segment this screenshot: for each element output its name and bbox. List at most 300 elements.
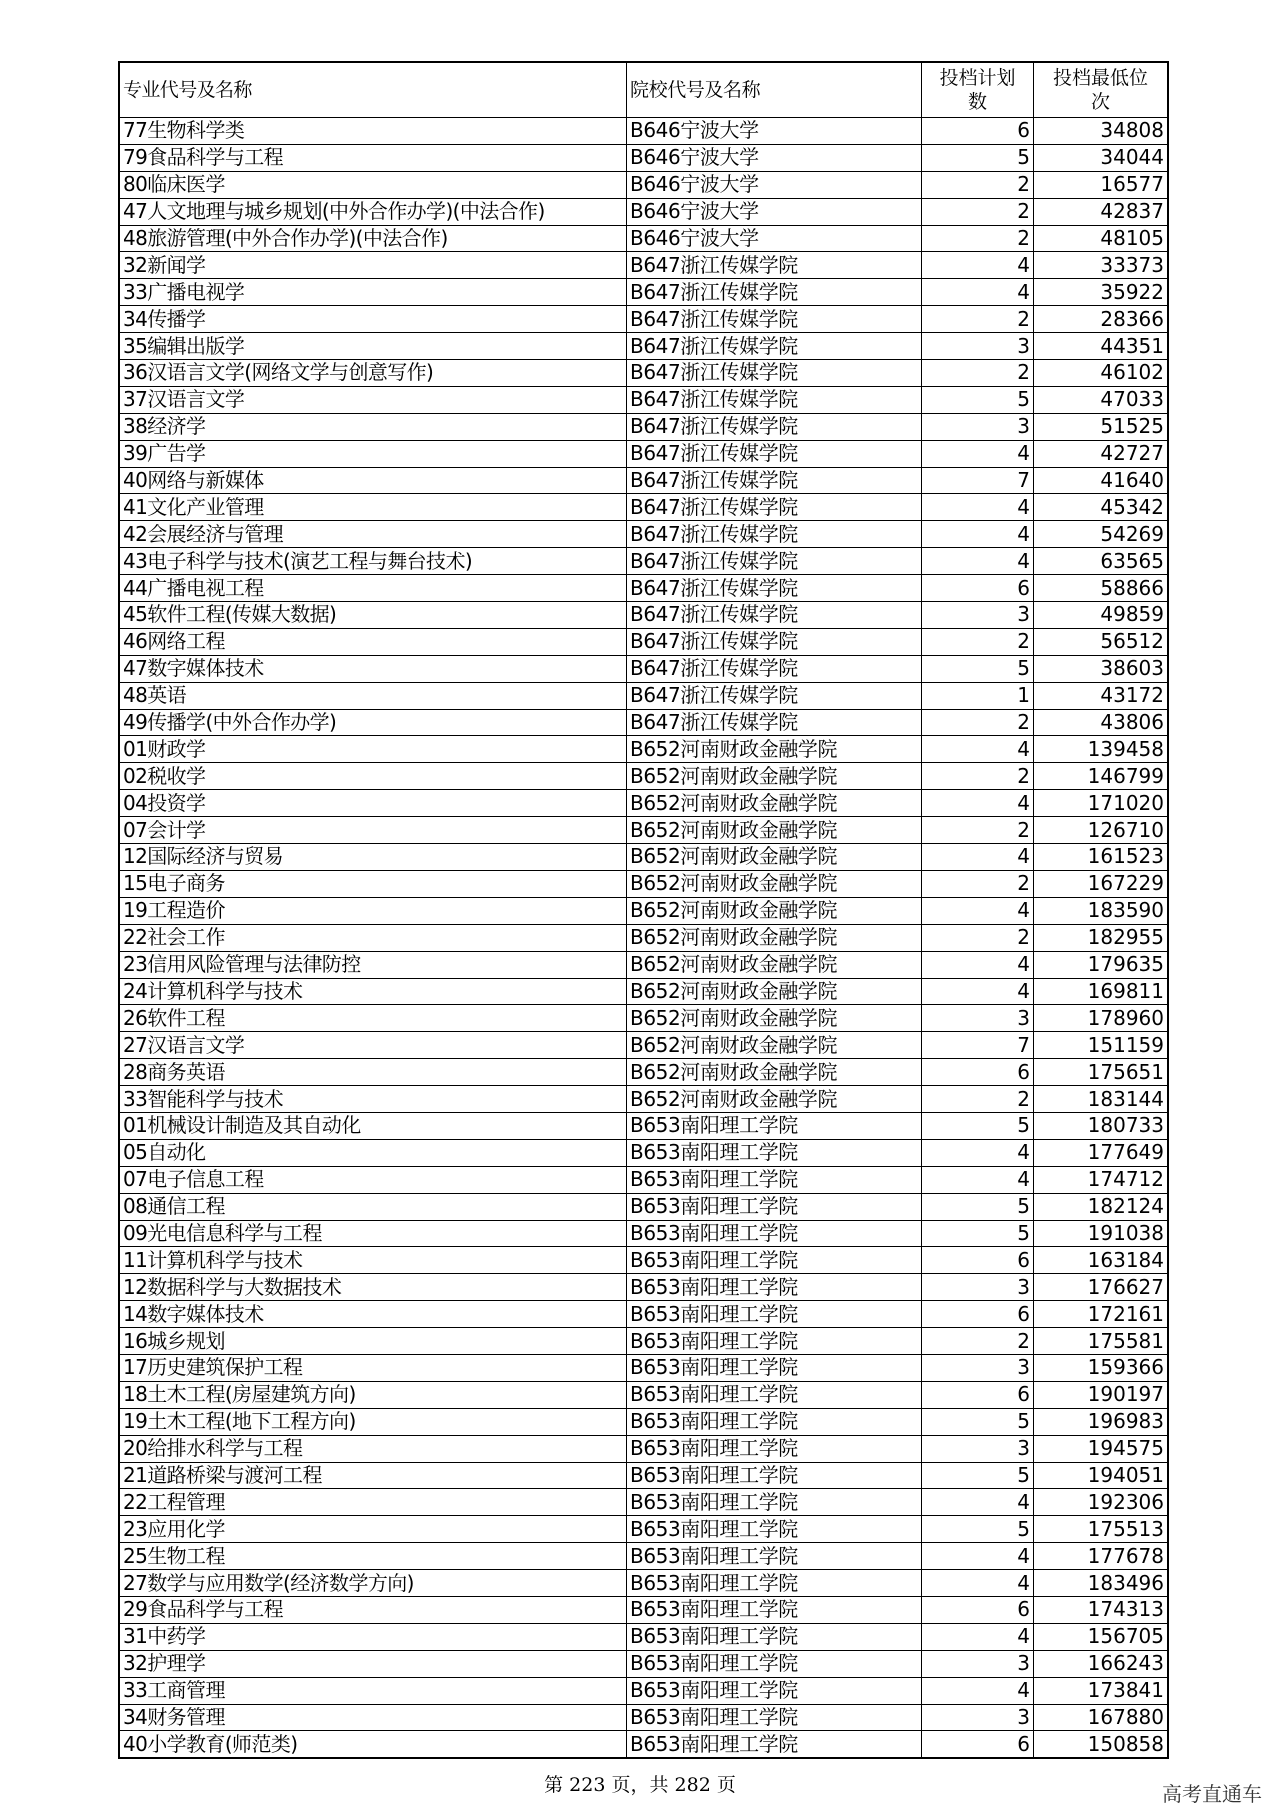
cell-major: 25生物工程: [119, 1543, 627, 1570]
cell-school: B653南阳理工学院: [627, 1623, 922, 1650]
cell-major: 47数字媒体技术: [119, 655, 627, 682]
cell-school: B646宁波大学: [627, 225, 922, 252]
cell-rank: 139458: [1034, 736, 1169, 763]
cell-rank: 190197: [1034, 1381, 1169, 1408]
cell-school: B653南阳理工学院: [627, 1354, 922, 1381]
table-row: [119, 521, 1168, 548]
table-row: [119, 763, 1168, 790]
cell-major: 27汉语言文学: [119, 1032, 627, 1059]
cell-school: B646宁波大学: [627, 171, 922, 198]
cell-major: 14数字媒体技术: [119, 1301, 627, 1328]
cell-school: B653南阳理工学院: [627, 1543, 922, 1570]
table-row: [119, 1354, 1168, 1381]
cell-major: 48英语: [119, 682, 627, 709]
admission-table-container: [118, 61, 1164, 1759]
cell-school: B653南阳理工学院: [627, 1677, 922, 1704]
cell-rank: 126710: [1034, 817, 1169, 844]
cell-major: 35编辑出版学: [119, 333, 627, 360]
cell-school: B653南阳理工学院: [627, 1435, 922, 1462]
table-header-row: [119, 62, 1168, 118]
cell-rank: 47033: [1034, 386, 1169, 413]
cell-school: B652河南财政金融学院: [627, 1086, 922, 1113]
cell-rank: 51525: [1034, 413, 1169, 440]
table-row: [119, 790, 1168, 817]
cell-school: B652河南财政金融学院: [627, 1032, 922, 1059]
cell-major: 29食品科学与工程: [119, 1596, 627, 1623]
cell-school: B652河南财政金融学院: [627, 897, 922, 924]
cell-rank: 183590: [1034, 897, 1169, 924]
cell-school: B647浙江传媒学院: [627, 413, 922, 440]
cell-plan: 6: [922, 118, 1034, 145]
cell-school: B647浙江传媒学院: [627, 494, 922, 521]
cell-major: 79食品科学与工程: [119, 144, 627, 171]
table-row: [119, 1516, 1168, 1543]
header-rank: 投档最低位次: [1034, 62, 1169, 118]
cell-plan: 4: [922, 1623, 1034, 1650]
cell-plan: 6: [922, 1301, 1034, 1328]
cell-rank: 182124: [1034, 1193, 1169, 1220]
header-major: 专业代号及名称: [119, 62, 627, 118]
table-row: [119, 1489, 1168, 1516]
table-row: [119, 602, 1168, 629]
cell-school: B647浙江传媒学院: [627, 682, 922, 709]
table-row: [119, 225, 1168, 252]
cell-rank: 43806: [1034, 709, 1169, 736]
cell-major: 07会计学: [119, 817, 627, 844]
cell-school: B653南阳理工学院: [627, 1166, 922, 1193]
cell-rank: 54269: [1034, 521, 1169, 548]
cell-major: 31中药学: [119, 1623, 627, 1650]
cell-rank: 174313: [1034, 1596, 1169, 1623]
cell-school: B647浙江传媒学院: [627, 521, 922, 548]
cell-major: 40小学教育(师范类): [119, 1731, 627, 1758]
cell-plan: 3: [922, 1354, 1034, 1381]
cell-plan: 2: [922, 360, 1034, 387]
table-row: [119, 736, 1168, 763]
cell-rank: 41640: [1034, 467, 1169, 494]
cell-major: 15电子商务: [119, 870, 627, 897]
cell-plan: 4: [922, 1166, 1034, 1193]
table-row: [119, 924, 1168, 951]
cell-school: B652河南财政金融学院: [627, 1059, 922, 1086]
cell-school: B653南阳理工学院: [627, 1220, 922, 1247]
cell-school: B652河南财政金融学院: [627, 763, 922, 790]
cell-plan: 3: [922, 1704, 1034, 1731]
cell-plan: 4: [922, 736, 1034, 763]
table-row: [119, 951, 1168, 978]
table-body: [119, 118, 1168, 1759]
cell-rank: 48105: [1034, 225, 1169, 252]
cell-major: 37汉语言文学: [119, 386, 627, 413]
cell-plan: 6: [922, 1059, 1034, 1086]
cell-rank: 175581: [1034, 1328, 1169, 1355]
cell-plan: 3: [922, 1650, 1034, 1677]
table-row: [119, 1139, 1168, 1166]
cell-plan: 3: [922, 1274, 1034, 1301]
cell-school: B652河南财政金融学院: [627, 736, 922, 763]
cell-major: 47人文地理与城乡规划(中外合作办学)(中法合作): [119, 198, 627, 225]
cell-school: B647浙江传媒学院: [627, 306, 922, 333]
cell-plan: 2: [922, 306, 1034, 333]
cell-major: 49传播学(中外合作办学): [119, 709, 627, 736]
table-row: [119, 118, 1168, 145]
table-row: [119, 306, 1168, 333]
cell-plan: 6: [922, 1596, 1034, 1623]
cell-plan: 5: [922, 1220, 1034, 1247]
cell-rank: 34044: [1034, 144, 1169, 171]
cell-school: B647浙江传媒学院: [627, 440, 922, 467]
cell-rank: 172161: [1034, 1301, 1169, 1328]
cell-rank: 45342: [1034, 494, 1169, 521]
cell-school: B646宁波大学: [627, 118, 922, 145]
cell-school: B647浙江传媒学院: [627, 575, 922, 602]
cell-rank: 166243: [1034, 1650, 1169, 1677]
cell-rank: 49859: [1034, 602, 1169, 629]
table-row: [119, 1623, 1168, 1650]
table-row: [119, 386, 1168, 413]
cell-rank: 196983: [1034, 1408, 1169, 1435]
cell-major: 17历史建筑保护工程: [119, 1354, 627, 1381]
cell-plan: 4: [922, 494, 1034, 521]
cell-plan: 5: [922, 1408, 1034, 1435]
cell-plan: 4: [922, 897, 1034, 924]
table-row: [119, 1274, 1168, 1301]
cell-plan: 5: [922, 1462, 1034, 1489]
cell-rank: 179635: [1034, 951, 1169, 978]
table-row: [119, 1193, 1168, 1220]
cell-school: B653南阳理工学院: [627, 1704, 922, 1731]
cell-major: 33工商管理: [119, 1677, 627, 1704]
cell-school: B653南阳理工学院: [627, 1247, 922, 1274]
cell-rank: 161523: [1034, 844, 1169, 871]
cell-school: B647浙江传媒学院: [627, 386, 922, 413]
cell-plan: 2: [922, 1086, 1034, 1113]
cell-major: 41文化产业管理: [119, 494, 627, 521]
cell-plan: 4: [922, 951, 1034, 978]
cell-major: 07电子信息工程: [119, 1166, 627, 1193]
cell-plan: 4: [922, 1139, 1034, 1166]
cell-major: 33广播电视学: [119, 279, 627, 306]
cell-school: B653南阳理工学院: [627, 1193, 922, 1220]
cell-major: 48旅游管理(中外合作办学)(中法合作): [119, 225, 627, 252]
cell-rank: 150858: [1034, 1731, 1169, 1758]
table-row: [119, 1677, 1168, 1704]
cell-major: 36汉语言文学(网络文学与创意写作): [119, 360, 627, 387]
cell-school: B652河南财政金融学院: [627, 817, 922, 844]
table-row: [119, 1328, 1168, 1355]
cell-major: 23信用风险管理与法律防控: [119, 951, 627, 978]
table-row: [119, 548, 1168, 575]
cell-rank: 46102: [1034, 360, 1169, 387]
page-footer: 第 223 页，共 282 页: [544, 1774, 736, 1796]
cell-rank: 182955: [1034, 924, 1169, 951]
cell-plan: 4: [922, 978, 1034, 1005]
cell-plan: 4: [922, 1489, 1034, 1516]
cell-major: 11计算机科学与技术: [119, 1247, 627, 1274]
cell-plan: 3: [922, 1435, 1034, 1462]
cell-rank: 42727: [1034, 440, 1169, 467]
cell-rank: 167880: [1034, 1704, 1169, 1731]
cell-plan: 2: [922, 709, 1034, 736]
table-row: [119, 897, 1168, 924]
cell-school: B653南阳理工学院: [627, 1462, 922, 1489]
cell-rank: 63565: [1034, 548, 1169, 575]
cell-plan: 3: [922, 602, 1034, 629]
header-school: 院校代号及名称: [627, 62, 922, 118]
table-row: [119, 575, 1168, 602]
cell-major: 39广告学: [119, 440, 627, 467]
cell-school: B647浙江传媒学院: [627, 628, 922, 655]
cell-major: 18土木工程(房屋建筑方向): [119, 1381, 627, 1408]
table-row: [119, 1381, 1168, 1408]
cell-rank: 16577: [1034, 171, 1169, 198]
cell-rank: 175651: [1034, 1059, 1169, 1086]
table-row: [119, 1570, 1168, 1597]
cell-rank: 173841: [1034, 1677, 1169, 1704]
cell-plan: 2: [922, 171, 1034, 198]
cell-plan: 4: [922, 548, 1034, 575]
cell-rank: 56512: [1034, 628, 1169, 655]
cell-rank: 178960: [1034, 1005, 1169, 1032]
header-plan: 投档计划数: [922, 62, 1034, 118]
cell-major: 12国际经济与贸易: [119, 844, 627, 871]
cell-rank: 156705: [1034, 1623, 1169, 1650]
watermark-text: 高考直通车: [1162, 1782, 1262, 1806]
cell-plan: 5: [922, 144, 1034, 171]
table-row: [119, 333, 1168, 360]
cell-school: B647浙江传媒学院: [627, 360, 922, 387]
cell-rank: 33373: [1034, 252, 1169, 279]
cell-plan: 7: [922, 1032, 1034, 1059]
cell-major: 21道路桥梁与渡河工程: [119, 1462, 627, 1489]
cell-rank: 38603: [1034, 655, 1169, 682]
table-row: [119, 655, 1168, 682]
cell-rank: 177678: [1034, 1543, 1169, 1570]
cell-plan: 2: [922, 1328, 1034, 1355]
cell-plan: 5: [922, 1516, 1034, 1543]
cell-plan: 6: [922, 575, 1034, 602]
cell-school: B653南阳理工学院: [627, 1516, 922, 1543]
cell-rank: 180733: [1034, 1112, 1169, 1139]
cell-rank: 171020: [1034, 790, 1169, 817]
cell-rank: 169811: [1034, 978, 1169, 1005]
cell-school: B647浙江传媒学院: [627, 709, 922, 736]
cell-plan: 4: [922, 1677, 1034, 1704]
table-row: [119, 1731, 1168, 1758]
cell-school: B647浙江传媒学院: [627, 279, 922, 306]
cell-plan: 2: [922, 198, 1034, 225]
cell-rank: 194575: [1034, 1435, 1169, 1462]
cell-plan: 2: [922, 628, 1034, 655]
table-row: [119, 1059, 1168, 1086]
cell-school: B652河南财政金融学院: [627, 978, 922, 1005]
table-row: [119, 1005, 1168, 1032]
cell-major: 19土木工程(地下工程方向): [119, 1408, 627, 1435]
cell-plan: 5: [922, 655, 1034, 682]
table-row: [119, 1112, 1168, 1139]
cell-major: 02税收学: [119, 763, 627, 790]
cell-major: 22社会工作: [119, 924, 627, 951]
cell-major: 23应用化学: [119, 1516, 627, 1543]
table-row: [119, 1435, 1168, 1462]
cell-school: B647浙江传媒学院: [627, 333, 922, 360]
table-row: [119, 978, 1168, 1005]
cell-school: B653南阳理工学院: [627, 1596, 922, 1623]
cell-major: 42会展经济与管理: [119, 521, 627, 548]
cell-plan: 2: [922, 817, 1034, 844]
cell-rank: 35922: [1034, 279, 1169, 306]
cell-plan: 4: [922, 521, 1034, 548]
cell-school: B653南阳理工学院: [627, 1489, 922, 1516]
cell-rank: 58866: [1034, 575, 1169, 602]
cell-school: B653南阳理工学院: [627, 1650, 922, 1677]
cell-plan: 3: [922, 333, 1034, 360]
cell-major: 27数学与应用数学(经济数学方向): [119, 1570, 627, 1597]
cell-rank: 192306: [1034, 1489, 1169, 1516]
table-row: [119, 413, 1168, 440]
cell-school: B647浙江传媒学院: [627, 655, 922, 682]
cell-major: 05自动化: [119, 1139, 627, 1166]
cell-school: B647浙江传媒学院: [627, 548, 922, 575]
cell-school: B653南阳理工学院: [627, 1408, 922, 1435]
cell-major: 44广播电视工程: [119, 575, 627, 602]
cell-major: 09光电信息科学与工程: [119, 1220, 627, 1247]
cell-rank: 151159: [1034, 1032, 1169, 1059]
cell-rank: 176627: [1034, 1274, 1169, 1301]
cell-rank: 183144: [1034, 1086, 1169, 1113]
cell-rank: 146799: [1034, 763, 1169, 790]
cell-plan: 4: [922, 1570, 1034, 1597]
cell-school: B652河南财政金融学院: [627, 951, 922, 978]
table-row: [119, 360, 1168, 387]
cell-school: B646宁波大学: [627, 198, 922, 225]
table-row: [119, 1704, 1168, 1731]
cell-rank: 174712: [1034, 1166, 1169, 1193]
table-row: [119, 1596, 1168, 1623]
cell-school: B652河南财政金融学院: [627, 924, 922, 951]
cell-major: 34传播学: [119, 306, 627, 333]
cell-school: B653南阳理工学院: [627, 1112, 922, 1139]
cell-school: B652河南财政金融学院: [627, 1005, 922, 1032]
cell-rank: 28366: [1034, 306, 1169, 333]
cell-major: 34财务管理: [119, 1704, 627, 1731]
table-row: [119, 1032, 1168, 1059]
cell-plan: 4: [922, 790, 1034, 817]
cell-plan: 4: [922, 1543, 1034, 1570]
table-row: [119, 1408, 1168, 1435]
table-row: [119, 844, 1168, 871]
cell-plan: 5: [922, 1193, 1034, 1220]
cell-plan: 2: [922, 924, 1034, 951]
cell-plan: 3: [922, 413, 1034, 440]
cell-major: 01财政学: [119, 736, 627, 763]
table-row: [119, 628, 1168, 655]
table-row: [119, 870, 1168, 897]
cell-major: 45软件工程(传媒大数据): [119, 602, 627, 629]
table-row: [119, 709, 1168, 736]
cell-plan: 5: [922, 1112, 1034, 1139]
cell-major: 26软件工程: [119, 1005, 627, 1032]
cell-plan: 6: [922, 1247, 1034, 1274]
cell-school: B646宁波大学: [627, 144, 922, 171]
cell-major: 46网络工程: [119, 628, 627, 655]
cell-major: 38经济学: [119, 413, 627, 440]
cell-school: B653南阳理工学院: [627, 1301, 922, 1328]
cell-plan: 4: [922, 440, 1034, 467]
cell-rank: 43172: [1034, 682, 1169, 709]
cell-rank: 175513: [1034, 1516, 1169, 1543]
cell-school: B653南阳理工学院: [627, 1274, 922, 1301]
cell-major: 28商务英语: [119, 1059, 627, 1086]
cell-major: 40网络与新媒体: [119, 467, 627, 494]
cell-school: B653南阳理工学院: [627, 1731, 922, 1758]
table-row: [119, 682, 1168, 709]
cell-major: 80临床医学: [119, 171, 627, 198]
admission-table: [118, 61, 1169, 1759]
cell-rank: 42837: [1034, 198, 1169, 225]
table-row: [119, 198, 1168, 225]
cell-plan: 3: [922, 1005, 1034, 1032]
cell-major: 12数据科学与大数据技术: [119, 1274, 627, 1301]
cell-major: 32护理学: [119, 1650, 627, 1677]
cell-school: B653南阳理工学院: [627, 1328, 922, 1355]
cell-school: B653南阳理工学院: [627, 1139, 922, 1166]
table-row: [119, 1220, 1168, 1247]
cell-plan: 7: [922, 467, 1034, 494]
table-row: [119, 1543, 1168, 1570]
cell-rank: 194051: [1034, 1462, 1169, 1489]
cell-plan: 4: [922, 279, 1034, 306]
table-row: [119, 1462, 1168, 1489]
table-row: [119, 467, 1168, 494]
table-row: [119, 1650, 1168, 1677]
cell-major: 32新闻学: [119, 252, 627, 279]
cell-rank: 177649: [1034, 1139, 1169, 1166]
cell-plan: 2: [922, 870, 1034, 897]
cell-major: 16城乡规划: [119, 1328, 627, 1355]
cell-school: B653南阳理工学院: [627, 1381, 922, 1408]
cell-major: 24计算机科学与技术: [119, 978, 627, 1005]
cell-rank: 34808: [1034, 118, 1169, 145]
cell-major: 20给排水科学与工程: [119, 1435, 627, 1462]
cell-school: B653南阳理工学院: [627, 1570, 922, 1597]
cell-rank: 159366: [1034, 1354, 1169, 1381]
cell-plan: 6: [922, 1731, 1034, 1758]
table-row: [119, 144, 1168, 171]
cell-rank: 163184: [1034, 1247, 1169, 1274]
cell-major: 19工程造价: [119, 897, 627, 924]
cell-plan: 4: [922, 252, 1034, 279]
cell-major: 04投资学: [119, 790, 627, 817]
cell-school: B652河南财政金融学院: [627, 870, 922, 897]
table-row: [119, 440, 1168, 467]
cell-school: B647浙江传媒学院: [627, 252, 922, 279]
cell-rank: 44351: [1034, 333, 1169, 360]
cell-school: B652河南财政金融学院: [627, 790, 922, 817]
cell-rank: 183496: [1034, 1570, 1169, 1597]
cell-school: B652河南财政金融学院: [627, 844, 922, 871]
cell-plan: 1: [922, 682, 1034, 709]
cell-major: 33智能科学与技术: [119, 1086, 627, 1113]
cell-school: B647浙江传媒学院: [627, 467, 922, 494]
table-row: [119, 1166, 1168, 1193]
cell-plan: 6: [922, 1381, 1034, 1408]
cell-plan: 5: [922, 386, 1034, 413]
cell-major: 77生物科学类: [119, 118, 627, 145]
cell-major: 01机械设计制造及其自动化: [119, 1112, 627, 1139]
cell-major: 08通信工程: [119, 1193, 627, 1220]
cell-plan: 4: [922, 844, 1034, 871]
